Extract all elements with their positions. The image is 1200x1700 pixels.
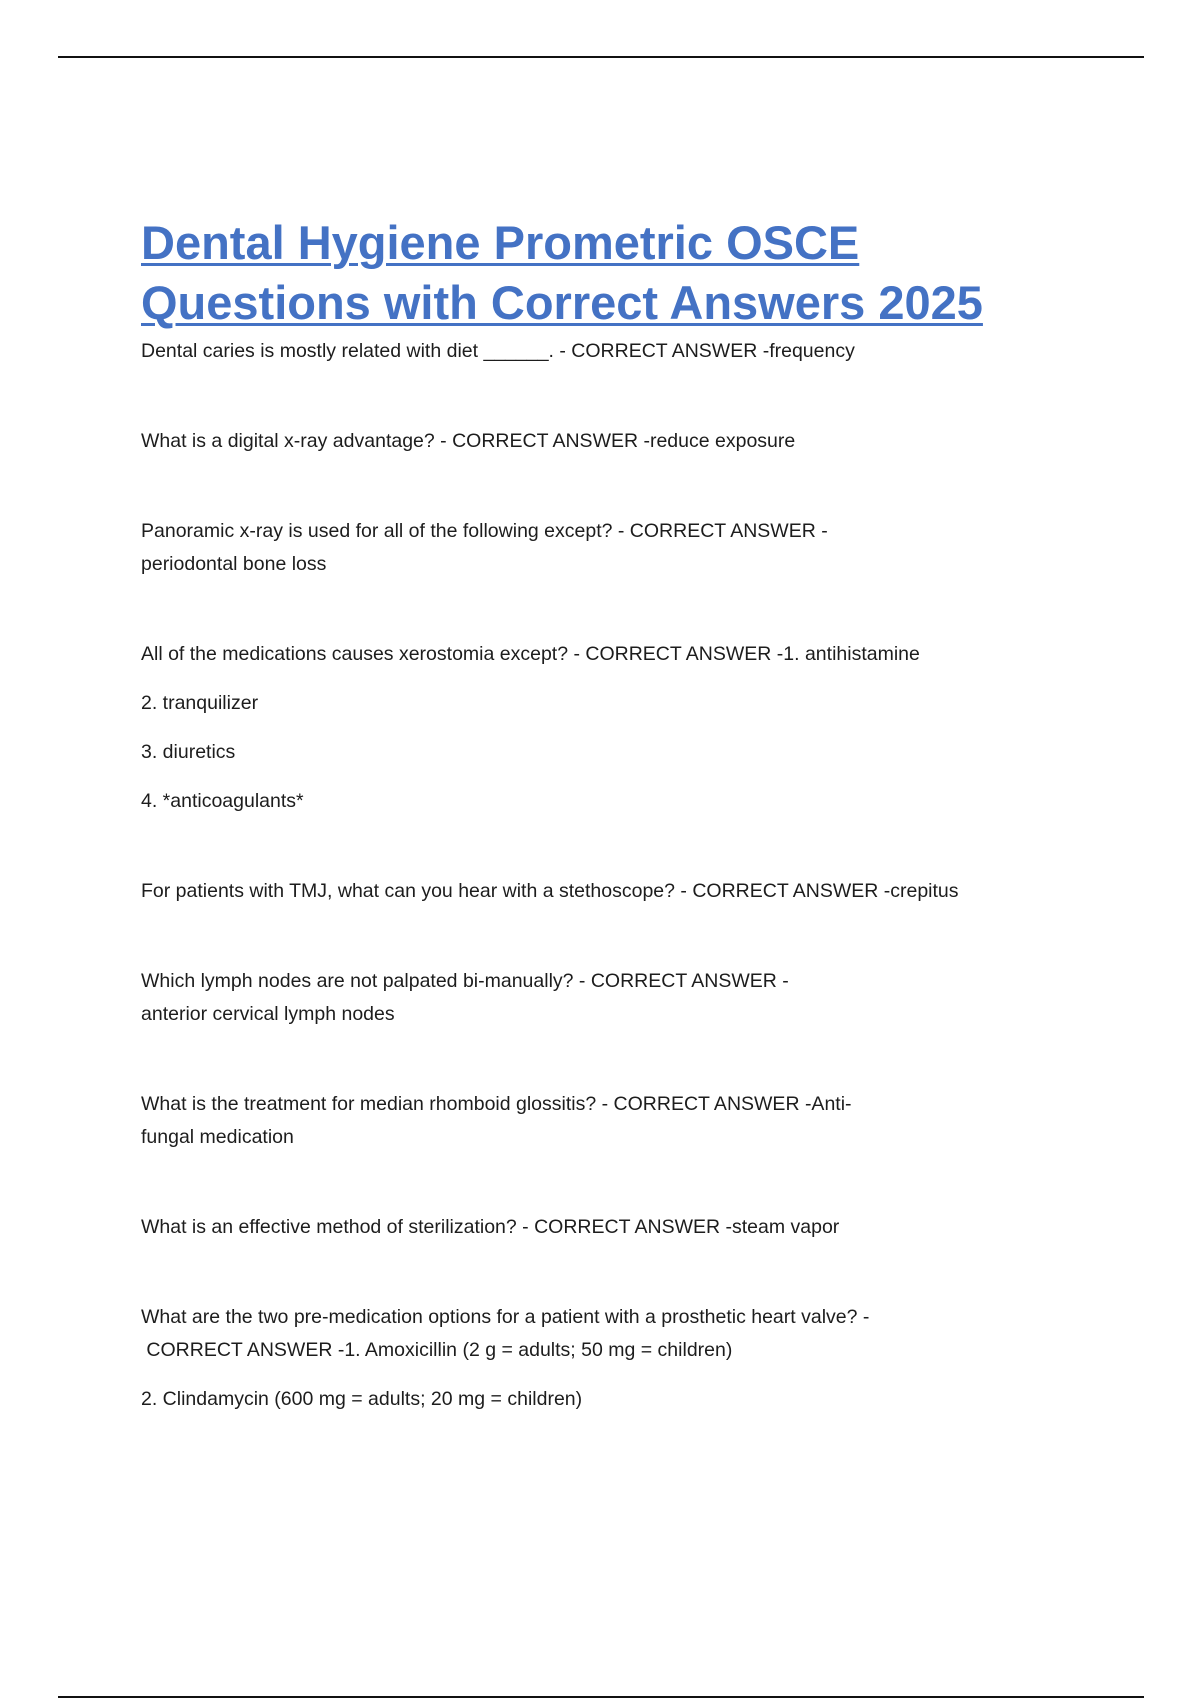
qa-text: For patients with TMJ, what can you hear with a stethoscope? - CORRECT ANSWER -crepitus	[141, 880, 959, 902]
qa-text: All of the medications causes xerostomia except? - CORRECT ANSWER -1. antihistamine	[141, 643, 920, 665]
qa-item	[141, 425, 1061, 458]
title-line-2: Questions with Correct Answers 2025	[141, 276, 983, 329]
qa-list-option: 2. Clindamycin (600 mg = adults; 20 mg = children)	[141, 1388, 583, 1410]
qa-item	[141, 1088, 1061, 1154]
qa-text: What are the two pre-medication options for a patient with a prosthetic heart valve? -	[141, 1306, 870, 1328]
bottom-rule	[58, 1696, 1144, 1698]
qa-item	[141, 965, 1061, 1031]
qa-text: anterior cervical lymph nodes	[141, 1003, 395, 1025]
qa-item	[141, 1301, 1061, 1416]
qa-text: Which lymph nodes are not palpated bi-manually? - CORRECT ANSWER -	[141, 970, 789, 992]
qa-list-option: 4. *anticoagulants*	[141, 790, 304, 812]
qa-list	[141, 335, 1061, 1416]
qa-text: What is the treatment for median rhomboid glossitis? - CORRECT ANSWER -Anti-	[141, 1093, 852, 1115]
qa-list-option: 2. tranquilizer	[141, 692, 259, 714]
qa-text: CORRECT ANSWER -1. Amoxicillin (2 g = adults; 50 mg = children)	[141, 1339, 733, 1361]
title-line-1: Dental Hygiene Prometric OSCE	[141, 216, 860, 269]
qa-text: periodontal bone loss	[141, 553, 327, 575]
top-rule	[58, 56, 1144, 58]
qa-item	[141, 875, 1061, 908]
document-title	[141, 213, 1061, 333]
qa-text: Dental caries is mostly related with diet ______. - CORRECT ANSWER -frequency	[141, 340, 855, 362]
qa-item	[141, 335, 1061, 368]
qa-text: Panoramic x-ray is used for all of the following except? - CORRECT ANSWER -	[141, 520, 828, 542]
qa-list-option: 3. diuretics	[141, 741, 236, 763]
qa-text: What is an effective method of sterilization? - CORRECT ANSWER -steam vapor	[141, 1216, 840, 1238]
document-body	[141, 213, 1061, 1416]
qa-item	[141, 1211, 1061, 1244]
qa-text: What is a digital x-ray advantage? - CORRECT ANSWER -reduce exposure	[141, 430, 796, 452]
qa-item	[141, 515, 1061, 581]
qa-item	[141, 638, 1061, 818]
qa-text: fungal medication	[141, 1126, 294, 1148]
